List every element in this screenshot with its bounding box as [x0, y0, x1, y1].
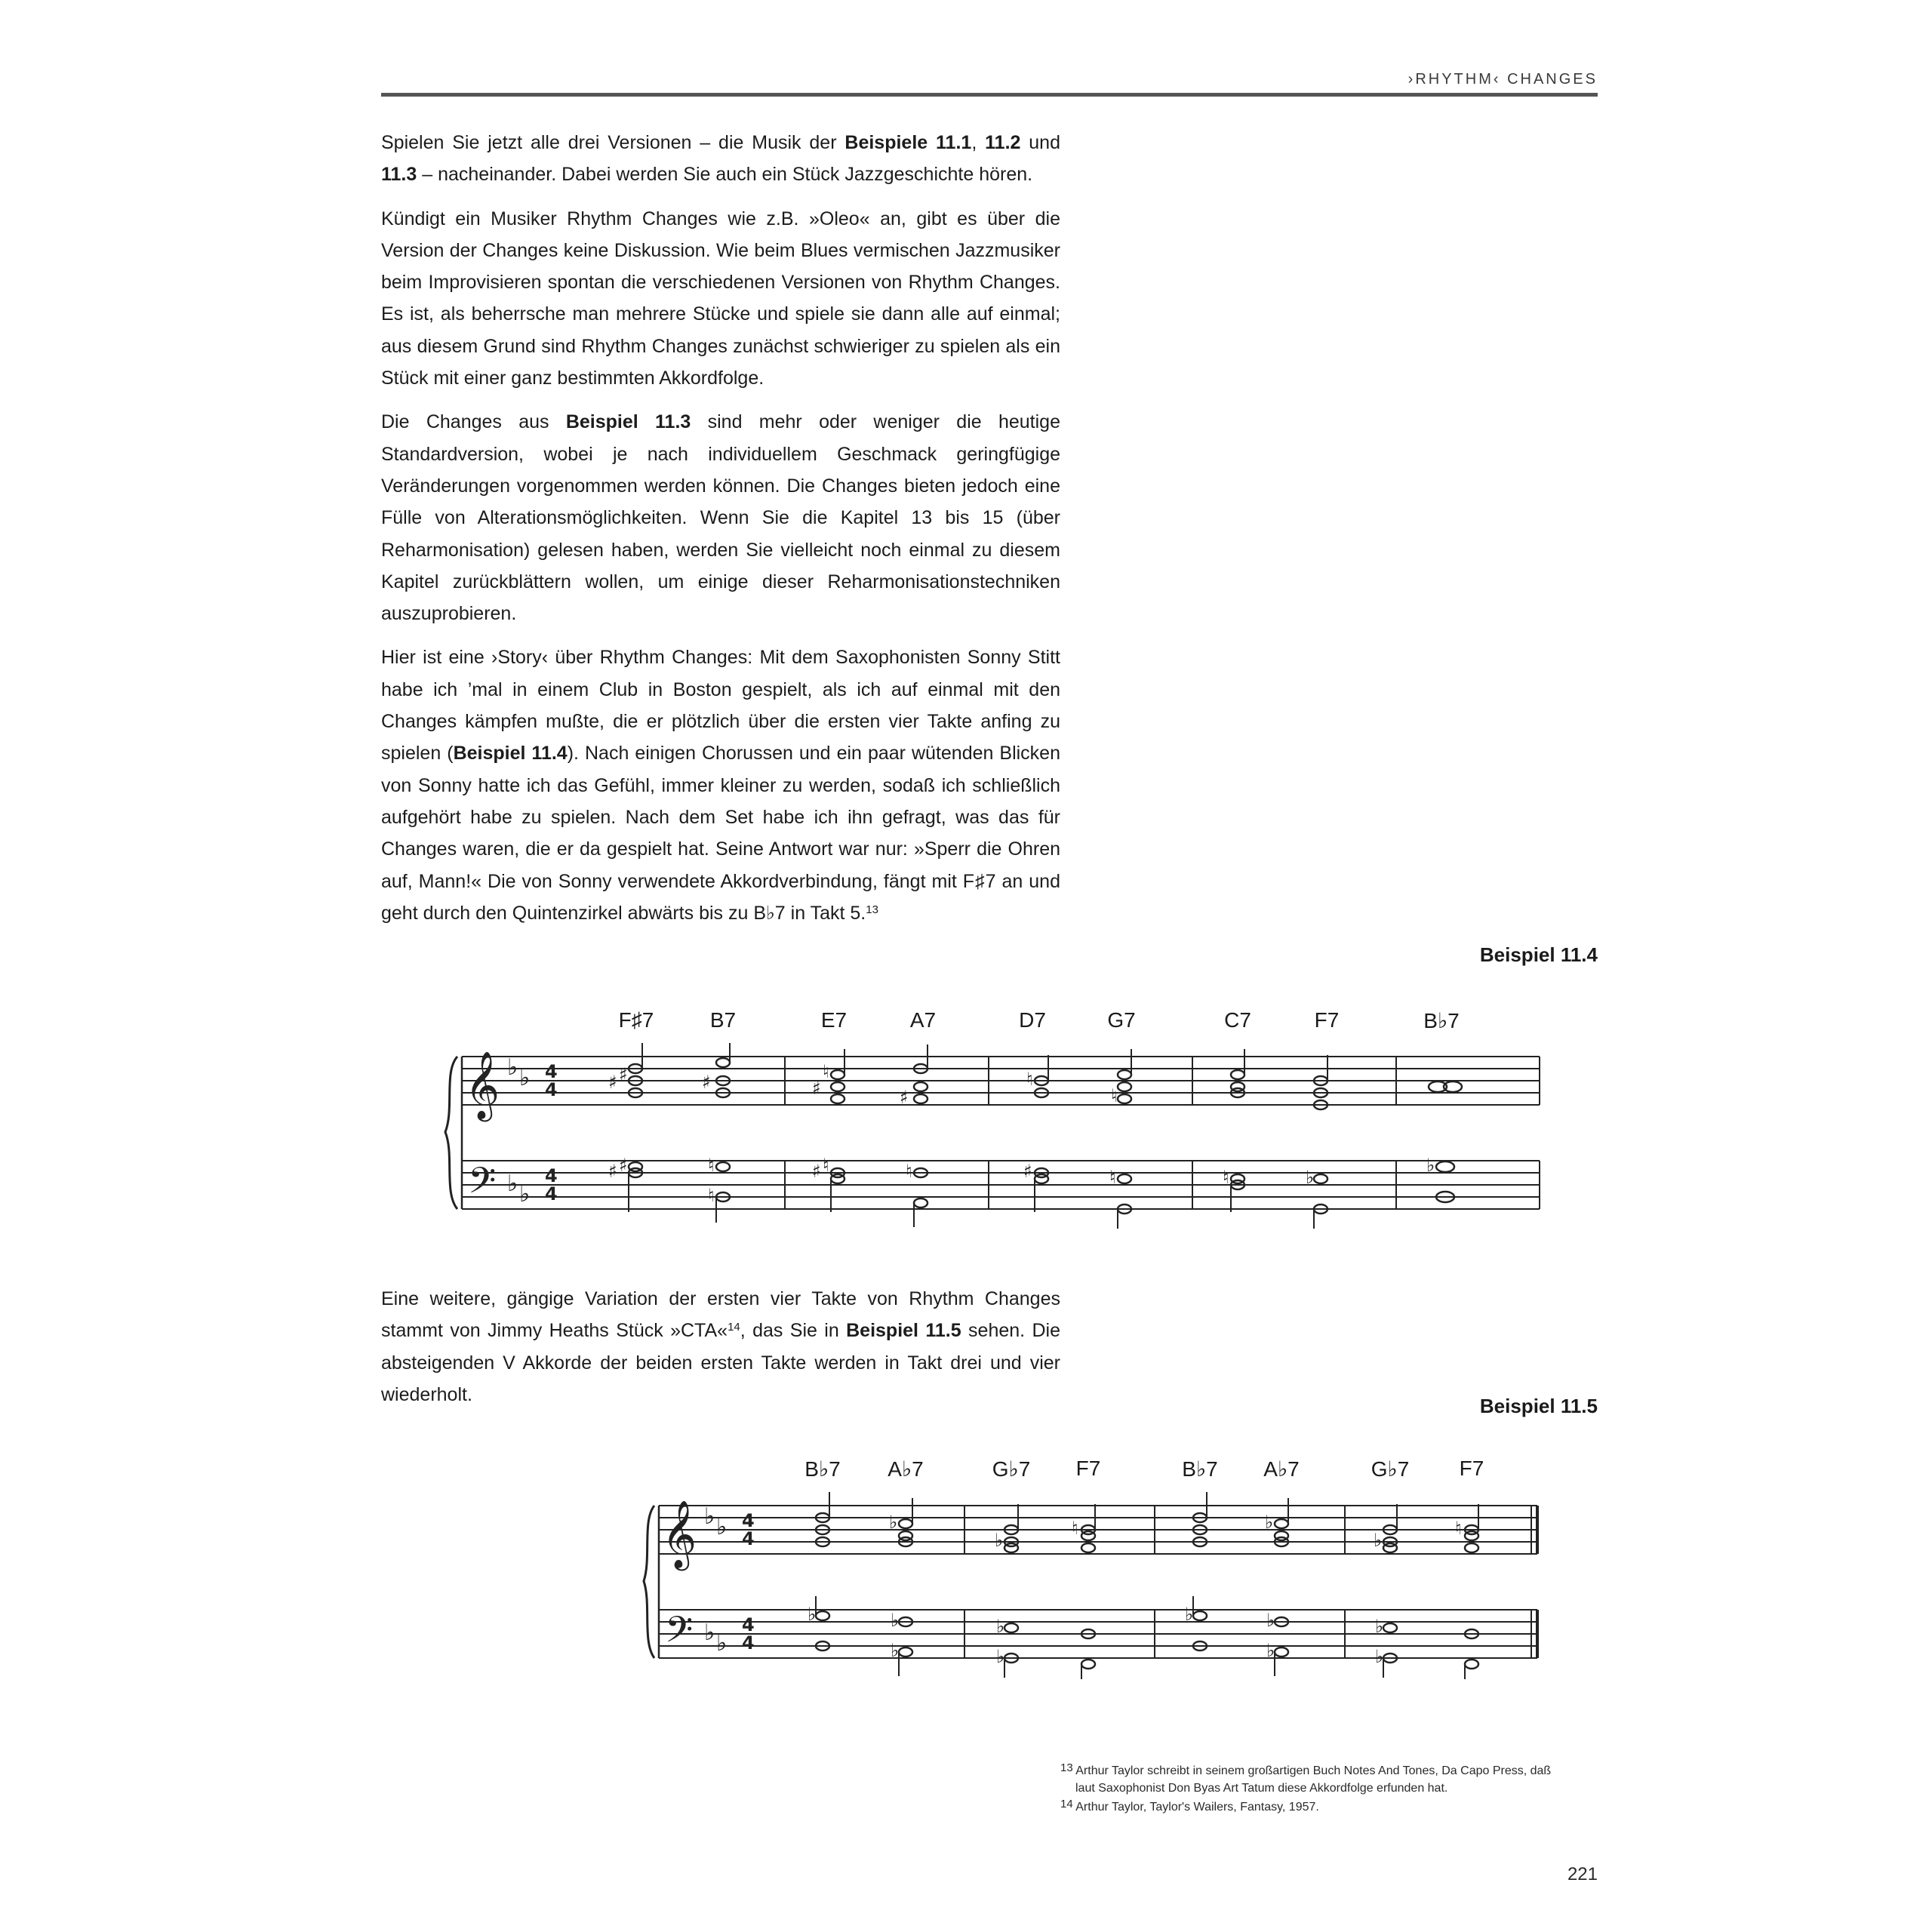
text-run: Die Changes aus	[381, 411, 566, 433]
example-11-4-label: Beispiel 11.4	[1479, 943, 1598, 966]
chord-symbol: G♭7	[1371, 1457, 1410, 1481]
score-example-11-5	[638, 1491, 1543, 1679]
svg-text:♮: ♮	[823, 1155, 829, 1176]
paragraph-5	[381, 1283, 1060, 1411]
main-text-block-2	[381, 1283, 1060, 1423]
svg-text:4: 4	[545, 1165, 558, 1186]
chord-symbol: A♭7	[1263, 1457, 1300, 1481]
svg-text:♭: ♭	[507, 1054, 518, 1081]
svg-text:♭: ♭	[1265, 1512, 1274, 1533]
svg-text:♭: ♭	[704, 1620, 715, 1646]
svg-text:♮: ♮	[906, 1161, 912, 1182]
svg-text:♭: ♭	[996, 1616, 1005, 1637]
example-reference: Beispiel 11.4	[453, 743, 568, 764]
svg-text:♭: ♭	[1306, 1167, 1315, 1188]
svg-text:♭: ♭	[704, 1503, 715, 1530]
footnote-text: Arthur Taylor schreibt in seinem großartigen Buch Notes And Tones, Da Capo Press, daß laut Saxophonist Don Byas Art Tatum diese Akkordfolge erfunden hat.	[1075, 1764, 1552, 1795]
svg-text:4: 4	[742, 1632, 755, 1654]
paragraph-3	[381, 406, 1060, 629]
score-example-11-4	[438, 1041, 1547, 1230]
chord-symbol: G7	[1107, 1008, 1136, 1032]
svg-text:♭: ♭	[1374, 1530, 1383, 1551]
text-run: sind mehr oder weniger die heutige Standardversion, wobei je nach individuellem Geschmack geringfügige Veränderungen vorgenommen werden können. Die Changes bieten jedoch eine Fülle von Alterationsmöglichkeiten. Wenn Sie die Kapitel 13 bis 15 (über Reharmonisation) gelesen haben, werden Sie vielleicht noch einmal zu diesem Kapitel zurückblättern wollen, um einige dieser Reharmonisationstechniken auszuprobieren.	[381, 411, 1060, 625]
svg-text:♭: ♭	[519, 1181, 531, 1208]
example-reference: Beispiel 11.5	[846, 1320, 961, 1342]
chord-symbol: B♭7	[1182, 1457, 1218, 1481]
text-run: , das Sie in	[740, 1320, 847, 1342]
chord-symbol: G♭7	[992, 1457, 1031, 1481]
svg-text:♮: ♮	[1109, 1167, 1116, 1188]
paragraph-4	[381, 641, 1060, 929]
footnote-marker: 13	[866, 903, 878, 916]
svg-text:♭: ♭	[519, 1065, 531, 1091]
chord-symbol: B7	[709, 1008, 737, 1032]
svg-text:𝄢: 𝄢	[468, 1159, 497, 1211]
svg-text:4: 4	[545, 1079, 558, 1100]
svg-text:♮: ♮	[1072, 1518, 1078, 1539]
svg-text:♭: ♭	[996, 1646, 1005, 1667]
main-text-block	[381, 127, 1060, 941]
svg-text:♮: ♮	[1223, 1167, 1229, 1188]
text-run: sehen. Die absteigenden V Akkorde der beiden ersten Takte werden in Takt drei und vier wiederholt.	[381, 1320, 1061, 1405]
svg-text:♯: ♯	[608, 1161, 617, 1182]
text-run: ). Nach einigen Chorussen und ein paar wütenden Blicken von Sonny hatte ich das Gefühl, immer kleiner zu werden, sodaß ich schließlich aufgehört habe zu spielen. Nach dem Set habe ich ihn gefragt, was das für Changes waren, die er da gespielt hat. Seine Antwort war nur: »Sperr die Ohren auf, Mann!« Die von Sonny verwendete Akkordverbindung, fängt mit F♯7 an und geht durch den Quintenzirkel abwärts bis zu B♭7 in Takt 5.	[381, 743, 1060, 924]
svg-text:♭: ♭	[716, 1630, 728, 1657]
chord-symbol: C7	[1224, 1008, 1251, 1032]
footnote	[1060, 1762, 1574, 1797]
example-11-5-label: Beispiel 11.5	[1479, 1395, 1598, 1417]
svg-text:♭: ♭	[1266, 1640, 1275, 1661]
chord-symbol: A♭7	[888, 1457, 924, 1481]
svg-text:♭: ♭	[891, 1640, 900, 1661]
text-run: Hier ist eine ›Story‹ über Rhythm Changes: Mit dem Saxophonisten Sonny Stitt habe ich ’mal in einem Club in Boston gespielt, als ich auf einmal mit den Changes kämpfen mußte, die er plötzlich über die ersten vier Takte anfing zu spielen (	[381, 647, 1060, 764]
svg-text:𝄞: 𝄞	[465, 1051, 500, 1119]
chord-symbol: E7	[820, 1008, 848, 1032]
chord-symbol: B♭7	[804, 1457, 841, 1481]
svg-text:♯: ♯	[702, 1072, 711, 1093]
svg-text:4: 4	[742, 1614, 755, 1635]
svg-text:♭: ♭	[1185, 1604, 1194, 1625]
svg-text:♮: ♮	[708, 1155, 715, 1176]
paragraph-2: Kündigt ein Musiker Rhythm Changes wie z.B. »Oleo« an, gibt es über die Version der Changes keine Diskussion. Wie beim Blues vermischen Jazzmusiker beim Improvisieren spontan die verschiedenen Versionen von Rhythm Changes. Es ist, als beherrsche man mehrere Stücke und spiele sie dann alle auf einmal; aus diesem Grund sind Rhythm Changes zunächst schwieriger zu spielen als ein Stück mit einer ganz bestimmten Akkordfolge.	[381, 208, 1060, 389]
svg-text:𝄢: 𝄢	[665, 1608, 694, 1660]
svg-text:♭: ♭	[1426, 1155, 1435, 1176]
svg-text:♮: ♮	[708, 1185, 715, 1206]
text-run: – nacheinander. Dabei werden Sie auch ein Stück Jazzgeschichte hören.	[417, 164, 1033, 186]
footnote-number: 14	[1060, 1798, 1073, 1810]
footnote-marker: 14	[728, 1321, 740, 1334]
chord-symbol: D7	[1019, 1008, 1046, 1032]
footnote	[1060, 1798, 1574, 1816]
svg-text:♭: ♭	[889, 1512, 898, 1533]
text-run: Eine weitere, gängige Variation der ersten vier Takte von Rhythm Changes stammt von Jimmy Heaths Stück »CTA«	[381, 1288, 1060, 1342]
svg-text:♭: ♭	[808, 1604, 817, 1625]
svg-text:♯: ♯	[1023, 1161, 1032, 1182]
svg-text:♭: ♭	[1375, 1616, 1384, 1637]
svg-text:4: 4	[742, 1510, 755, 1531]
svg-text:♯: ♯	[900, 1087, 909, 1108]
svg-text:♮: ♮	[823, 1061, 829, 1082]
chord-symbol: F7	[1459, 1457, 1484, 1480]
text-run: und	[1020, 132, 1060, 153]
chord-symbol: B♭7	[1423, 1009, 1460, 1032]
page-header	[381, 66, 1598, 97]
header-rule	[381, 93, 1598, 97]
footnotes	[1060, 1762, 1574, 1817]
svg-text:♮: ♮	[1026, 1069, 1033, 1090]
svg-text:♯: ♯	[812, 1161, 821, 1182]
svg-text:♯: ♯	[812, 1078, 821, 1099]
svg-text:♯: ♯	[619, 1064, 628, 1085]
svg-text:♮: ♮	[1455, 1518, 1462, 1539]
text-run: ,	[971, 132, 986, 153]
example-reference: Beispiel 11.3	[565, 411, 691, 433]
chord-symbol: F7	[1075, 1457, 1101, 1480]
svg-text:♯: ♯	[608, 1072, 617, 1093]
svg-text:♭: ♭	[1375, 1646, 1384, 1667]
chord-symbol: F♯7	[618, 1008, 654, 1032]
svg-text:4: 4	[742, 1528, 755, 1549]
footnote-text: Arthur Taylor, Taylor's Wailers, Fantasy, 1957.	[1075, 1801, 1319, 1814]
svg-text:♭: ♭	[995, 1530, 1004, 1551]
svg-text:♯: ♯	[619, 1155, 628, 1176]
chord-symbol: A7	[909, 1008, 937, 1032]
paragraph-1	[381, 127, 1060, 191]
running-head: ›RHYTHM‹ CHANGES	[1407, 71, 1598, 88]
svg-text:♭: ♭	[1266, 1610, 1275, 1631]
svg-text:4: 4	[545, 1183, 558, 1204]
chord-symbol: F7	[1314, 1008, 1340, 1032]
svg-text:4: 4	[545, 1061, 558, 1082]
text-run: Spielen Sie jetzt alle drei Versionen – die Musik der	[381, 132, 845, 153]
example-reference: 11.3	[381, 164, 417, 186]
example-reference: Beispiele 11.1	[844, 132, 972, 153]
svg-text:𝄞: 𝄞	[662, 1500, 697, 1568]
svg-text:♭: ♭	[891, 1610, 900, 1631]
svg-text:♭: ♭	[507, 1171, 518, 1197]
footnote-number: 13	[1060, 1761, 1073, 1774]
svg-text:♮: ♮	[1111, 1085, 1118, 1106]
example-reference: 11.2	[985, 132, 1021, 153]
page-number: 221	[1567, 1864, 1598, 1884]
svg-text:♭: ♭	[716, 1514, 728, 1540]
